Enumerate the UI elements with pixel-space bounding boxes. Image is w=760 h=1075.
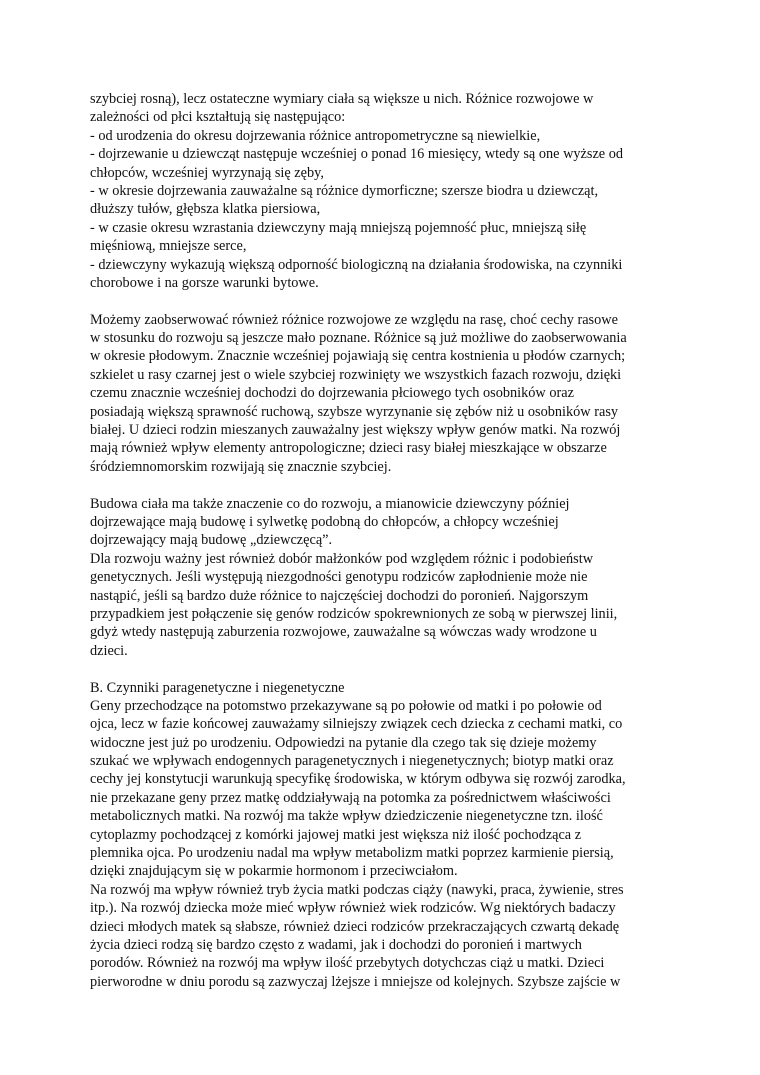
- paragraph: [90, 311, 680, 477]
- text-line: posiadają większą sprawność ruchową, szybsze wyrzynanie się zębów niż u osobników rasy: [90, 403, 619, 420]
- text-line: widoczne jest już po urodzeniu. Odpowiedzi na pytanie dla czego tak się dzieje możemy: [90, 734, 597, 751]
- text-line: metabolicznych matki. Na rozwój ma także wpływ dziedziczenie niegenetyczne tzn. ilość: [90, 808, 603, 825]
- text-line: Na rozwój ma wpływ również tryb życia matki podczas ciąży (nawyki, praca, żywienie, stres: [90, 881, 624, 898]
- text-line: Dla rozwoju ważny jest również dobór małżonków pod względem różnic i podobieństw: [90, 550, 594, 567]
- text-line: śródziemnomorskim rozwijają się znacznie szybciej.: [90, 458, 392, 475]
- text-line: cytoplazmy pochodzącej z komórki jajowej matki jest większa niż ilość pochodząca z: [90, 826, 582, 843]
- text-line: mają również wpływ elementy antropologiczne; dzieci rasy białej mieszkające w obszarze: [90, 440, 607, 457]
- text-line: dzieci młodych matek są słabsze, również dzieci rodziców przekraczających czwartą dekadę: [90, 918, 620, 935]
- text-line: szukać we wpływach endogennych paragenetycznych i niegenetycznych; biotyp matki oraz: [90, 753, 614, 770]
- text-line: czemu znacznie wcześniej dochodzi do dojrzewania płciowego tych osobników oraz: [90, 385, 574, 402]
- text-line: nastąpić, jeśli są bardzo duże różnice to najczęściej dochodzi do poronień. Najgorszym: [90, 587, 589, 604]
- text-line: dzięki znajdującym się w pokarmie hormonom i przeciwciałom.: [90, 863, 458, 880]
- text-line: genetycznych. Jeśli występują niezgodności genotypu rodziców zapłodnienie może nie: [90, 569, 588, 586]
- text-line: dłuższy tułów, głębsza klatka piersiowa,: [90, 201, 321, 218]
- text-line: dojrzewający mają budowę „dziewczęcą”.: [90, 532, 333, 549]
- document-page: [90, 90, 680, 991]
- text-line: - w okresie dojrzewania zauważalne są różnice dymorficzne; szersze biodra u dziewcząt,: [90, 182, 599, 199]
- text-line: życia dzieci rodzą się bardzo często z wadami, jak i dochodzi do poronień i martwych: [90, 936, 582, 953]
- text-line: - dojrzewanie u dziewcząt następuje wcześniej o ponad 16 miesięcy, wtedy są one wyższe od: [90, 146, 624, 163]
- text-line: pierworodne w dniu porodu są zazwyczaj lżejsze i mniejsze od kolejnych. Szybsze zajście w: [90, 973, 621, 990]
- text-line: szkielet u rasy czarnej jest o wiele szybciej rozwinięty we wszystkich fazach rozwoju, dzięki: [90, 366, 622, 383]
- text-line: Geny przechodzące na potomstwo przekazywane są po połowie od matki i po połowie od: [90, 697, 602, 714]
- paragraph: [90, 495, 680, 661]
- text-line: nie przekazane geny przez matkę oddziaływają na potomka za pośrednictwem właściwości: [90, 789, 611, 806]
- text-line: w okresie płodowym. Znacznie wcześniej pojawiają się centra kostnienia u płodów czarnych;: [90, 348, 626, 365]
- text-line: chorobowe i na gorsze warunki bytowe.: [90, 274, 319, 291]
- paragraph-spacer: [90, 476, 680, 494]
- text-line: przypadkiem jest połączenie się genów rodziców spokrewnionych ze sobą w pierwszej linii,: [90, 605, 618, 622]
- text-line: dzieci.: [90, 642, 128, 659]
- paragraph-spacer: [90, 292, 680, 310]
- text-line: itp.). Na rozwój dziecka może mieć wpływ również wiek rodziców. Wg niektórych badaczy: [90, 900, 616, 917]
- text-line: - w czasie okresu wzrastania dziewczyny mają mniejszą pojemność płuc, mniejszą siłę: [90, 219, 587, 236]
- text-line: szybciej rosną), lecz ostateczne wymiary ciała są większe u nich. Różnice rozwojowe w: [90, 91, 594, 107]
- paragraph-spacer: [90, 660, 680, 678]
- text-line: plemnika ojca. Po urodzeniu nadal ma wpływ metabolizm matki poprzez karmienie piersią,: [90, 845, 614, 862]
- text-line: mięśniową, mniejsze serce,: [90, 238, 247, 255]
- text-line: dojrzewające mają budowę i sylwetkę podobną do chłopców, a chłopcy wcześniej: [90, 513, 559, 530]
- text-line: zależności od płci kształtują się następująco:: [90, 109, 346, 126]
- text-line: Budowa ciała ma także znaczenie co do rozwoju, a mianowicie dziewczyny później: [90, 495, 570, 512]
- text-line: Możemy zaobserwować również różnice rozwojowe ze względu na rasę, choć cechy rasowe: [90, 311, 618, 328]
- text-line: chłopców, wcześniej wyrzynają się zęby,: [90, 164, 324, 181]
- text-line: cechy jej konstytucji warunkują specyfikę środowiska, w którym odbywa się rozwój zarodka,: [90, 771, 626, 788]
- text-line: B. Czynniki paragenetyczne i niegenetyczne: [90, 679, 345, 696]
- text-line: w stosunku do rozwoju są jeszcze mało poznane. Różnice są już możliwe do zaobserwowania: [90, 330, 627, 347]
- text-line: - dziewczyny wykazują większą odporność biologiczną na działania środowiska, na czynniki: [90, 256, 623, 273]
- text-line: ojca, lecz w fazie końcowej zauważamy silniejszy związek cech dziecka z cechami matki, co: [90, 716, 623, 733]
- text-line: gdyż wtedy następują zaburzenia rozwojowe, zauważalne są wówczas wady wrodzone u: [90, 624, 597, 641]
- paragraph: [90, 90, 680, 292]
- text-line: porodów. Również na rozwój ma wpływ ilość przebytych dotychczas ciąż u matki. Dzieci: [90, 955, 605, 972]
- text-line: - od urodzenia do okresu dojrzewania różnice antropometryczne są niewielkie,: [90, 127, 541, 144]
- text-line: białej. U dzieci rodzin mieszanych zauważalny jest większy wpływ genów matki. Na rozwój: [90, 422, 621, 439]
- paragraph: [90, 679, 680, 992]
